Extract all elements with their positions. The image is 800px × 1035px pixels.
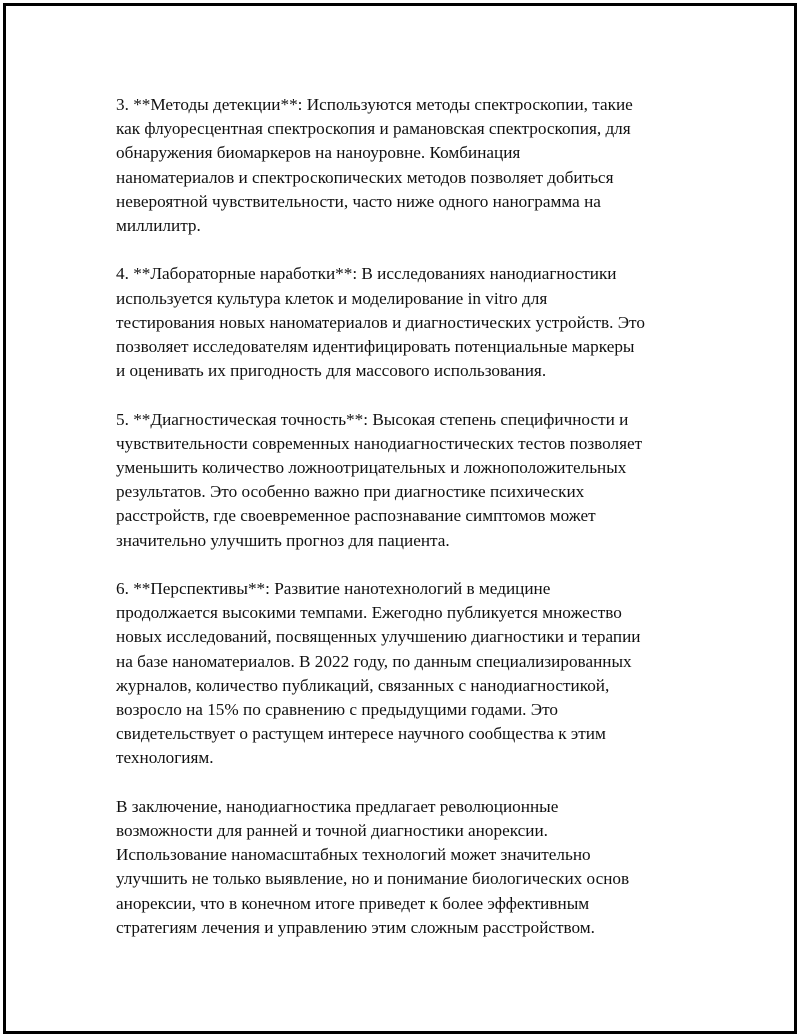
- paragraph-lab-developments: 4. **Лабораторные наработки**: В исследованиях нанодиагностики используется культура клеток и моделирование in vitro для тестирования новых наноматериалов и диагностических устройств. Это позволяет исследователям идентифицировать потенциальные маркеры и оценивать их пригодность для массового использования.: [116, 264, 645, 381]
- paragraph-conclusion: В заключение, нанодиагностика предлагает революционные возможности для ранней и точной диагностики анорексии. Использование наномасштабных технологий может значительно улучшить не только выявление, но и понимание биологических основ анорексии, что в конечном итоге приведет к более эффективным стратегиям лечения и управлению этим сложным расстройством.: [116, 796, 630, 937]
- document-body: [116, 93, 686, 964]
- paragraph-perspectives: 6. **Перспективы**: Развитие нанотехнологий в медицине продолжается высокими темпами. Ежегодно публикуется множество новых исследований, посвященных улучшению диагностики и терапии на базе наноматериалов. В 2022 году, по данным специализированных журналов, количество публикаций, связанных с нанодиагностикой, возросло на 15% по сравнению с предыдущими годами. Это свидетельствует о растущем интересе научного сообщества к этим технологиям.: [116, 579, 641, 768]
- paragraph-detection-methods: 3. **Методы детекции**: Используются методы спектроскопии, такие как флуоресцентная спектроскопия и рамановская спектроскопия, для обнаружения биомаркеров на наноуровне. Комбинация наноматериалов и спектроскопических методов позволяет добиться невероятной чувствительности, часто ниже одного нанограмма на миллилитр.: [116, 95, 633, 236]
- paragraph-diagnostic-accuracy: 5. **Диагностическая точность**: Высокая степень специфичности и чувствительности современных нанодиагностических тестов позволяет уменьшить количество ложноотрицательных и ложноположительных результатов. Это особенно важно при диагностике психических расстройств, где своевременное распознавание симптомов может значительно улучшить прогноз для пациента.: [116, 409, 643, 550]
